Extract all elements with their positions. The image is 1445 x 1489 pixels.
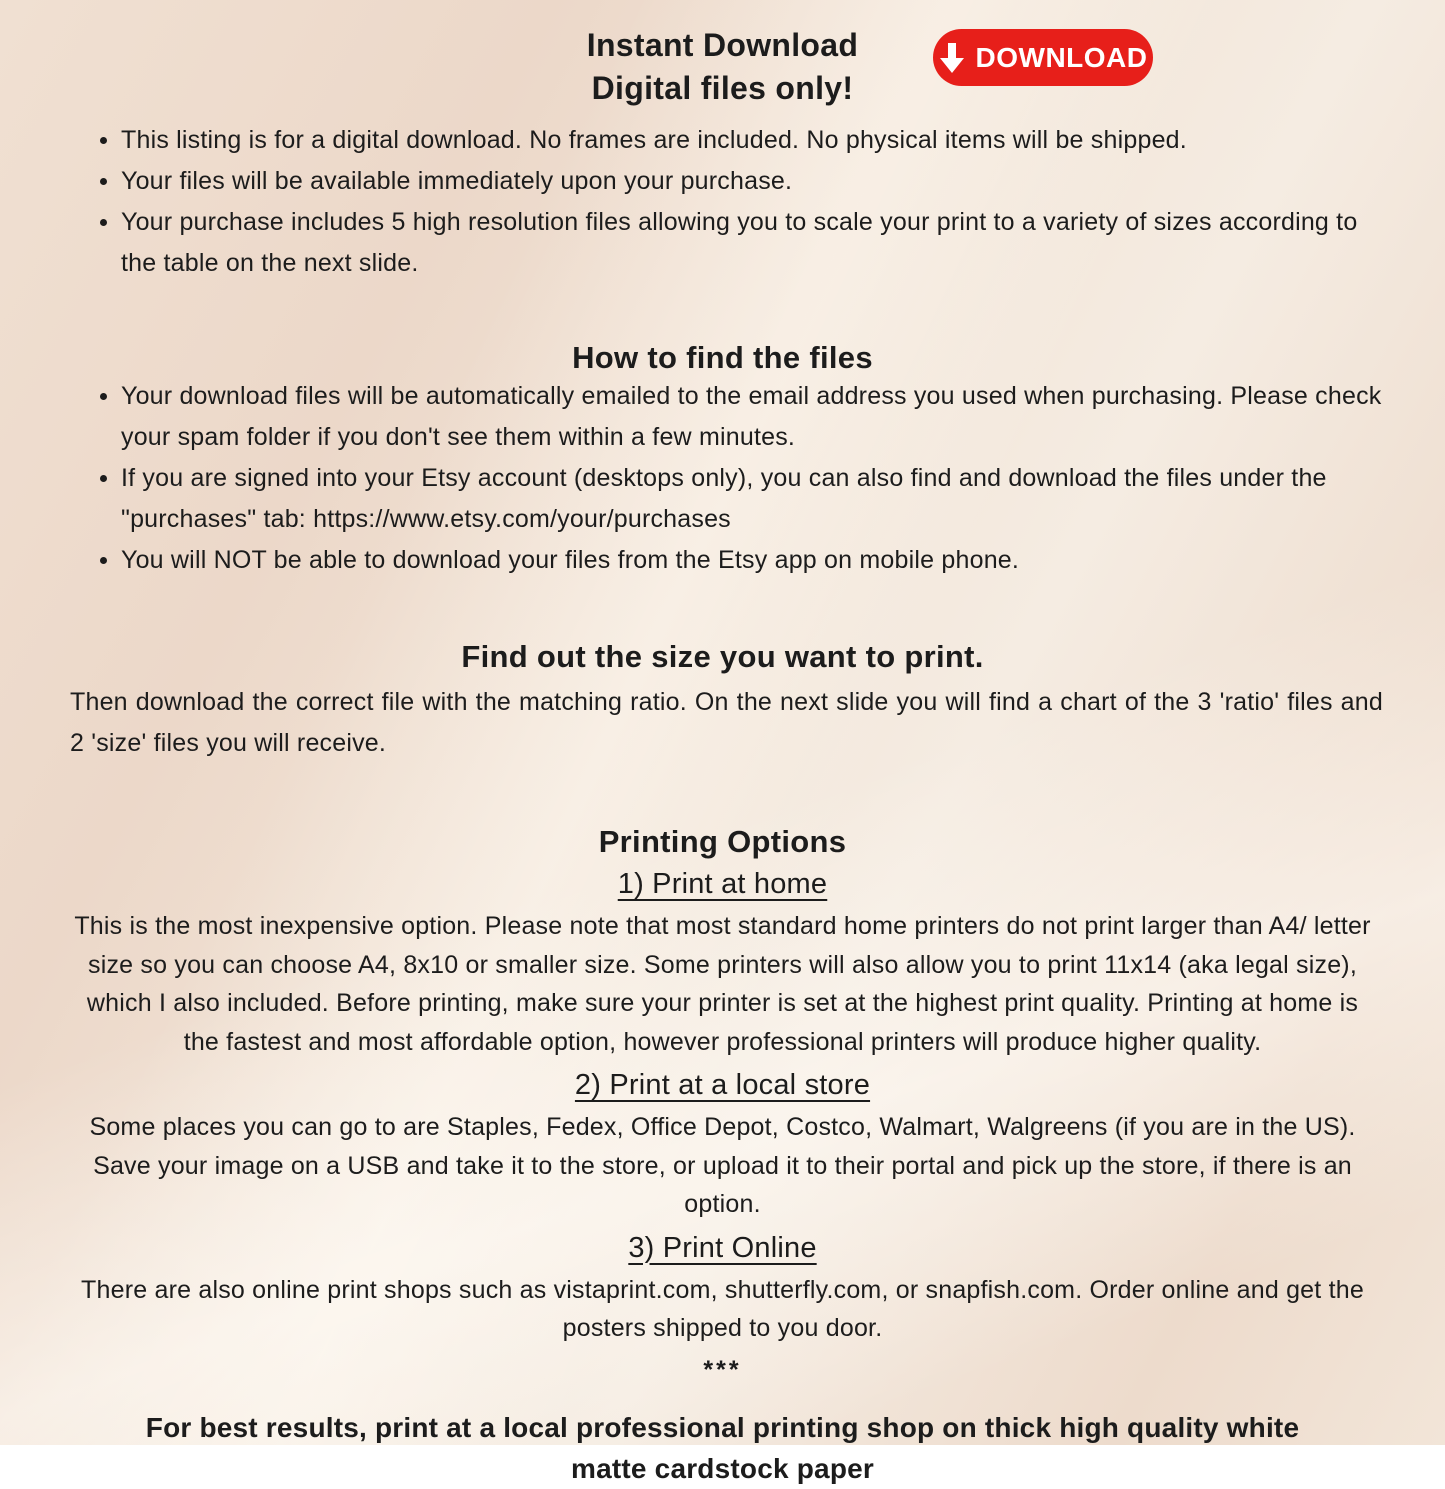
bullet-text: If you are signed into your Etsy account (desktops only), you can also find and download the files under the "purchases" tab: https://www.etsy.com/your/purchases <box>121 464 1327 533</box>
option-subheading-print-at-home: 1) Print at home <box>617 868 828 900</box>
option-paragraph-print-online: There are also online print shops such as vistaprint.com, shutterfly.com, or snapfish.com. Order online and get the posters shipped to you door. <box>81 1275 1364 1342</box>
bullet-text: This listing is for a digital download. No frames are included. No physical items will be shipped. <box>121 126 1187 154</box>
section-heading-size: Find out the size you want to print. <box>461 639 984 674</box>
bullet-text: Your download files will be automatically emailed to the email address you used when purchasing. Please check your spam folder if you don't see them within a few minutes. <box>121 382 1382 451</box>
intro-bullet-list <box>0 120 1445 284</box>
bullet-text: You will NOT be able to download your files from the Etsy app on mobile phone. <box>121 546 1020 574</box>
download-arrow-icon <box>939 42 965 74</box>
list-item <box>100 161 1389 202</box>
header <box>0 24 1445 120</box>
bullet-dot-icon <box>100 475 107 482</box>
size-paragraph: Then download the correct file with the matching ratio. On the next slide you will find a chart of the 3 'ratio' files and 2 'size' files you will receive. <box>70 688 1383 757</box>
bullet-dot-icon <box>100 557 107 564</box>
find-files-bullet-list <box>0 376 1445 581</box>
bullet-dot-icon <box>100 178 107 185</box>
bullet-dot-icon <box>100 393 107 400</box>
title-line-1: Instant Download <box>586 27 859 63</box>
footer-line-1: For best results, print at a local professional printing shop on thick high quality white <box>145 1411 1300 1443</box>
list-item <box>100 202 1389 284</box>
bullet-text: Your purchase includes 5 high resolution files allowing you to scale your print to a variety of sizes according to the table on the next slide. <box>121 208 1358 277</box>
option-paragraph-print-at-home: This is the most inexpensive option. Please note that most standard home printers do not print larger than A4/ letter size so you can choose A4, 8x10 or smaller size. Some printers will also allow you to print 11x14 (aka legal size), which I also included. Before printing, make sure your printer is set at the highest print quality. Printing at home is the fastest and most affordable option, however professional printers will produce higher quality. <box>74 912 1371 1056</box>
bullet-dot-icon <box>100 137 107 144</box>
option-paragraph-print-local-store: Some places you can go to are Staples, Fedex, Office Depot, Costco, Walmart, Walgreens (if you are in the US). Save your image on a USB and take it to the store, or upload it to their portal and pick up the store, if there is an option. <box>89 1113 1356 1218</box>
option-subheading-print-local-store: 2) Print at a local store <box>574 1069 871 1101</box>
option-subheading-print-online: 3) Print Online <box>628 1231 817 1264</box>
footer-note <box>0 1407 1445 1489</box>
list-item <box>100 458 1389 540</box>
footer-line-2: matte cardstock paper <box>571 1452 874 1484</box>
list-item <box>100 376 1389 458</box>
list-item <box>100 120 1389 161</box>
section-heading-find-files: How to find the files <box>572 340 873 375</box>
list-item <box>100 540 1389 581</box>
download-button-label: DOWNLOAD <box>975 41 1148 73</box>
bullet-text: Your files will be available immediately upon your purchase. <box>121 167 793 195</box>
download-button[interactable] <box>933 29 1153 86</box>
section-heading-printing-options: Printing Options <box>598 824 847 859</box>
page-title <box>0 24 1445 110</box>
title-line-2: Digital files only! <box>591 70 854 106</box>
bullet-dot-icon <box>100 219 107 226</box>
separator-stars: *** <box>703 1355 742 1384</box>
